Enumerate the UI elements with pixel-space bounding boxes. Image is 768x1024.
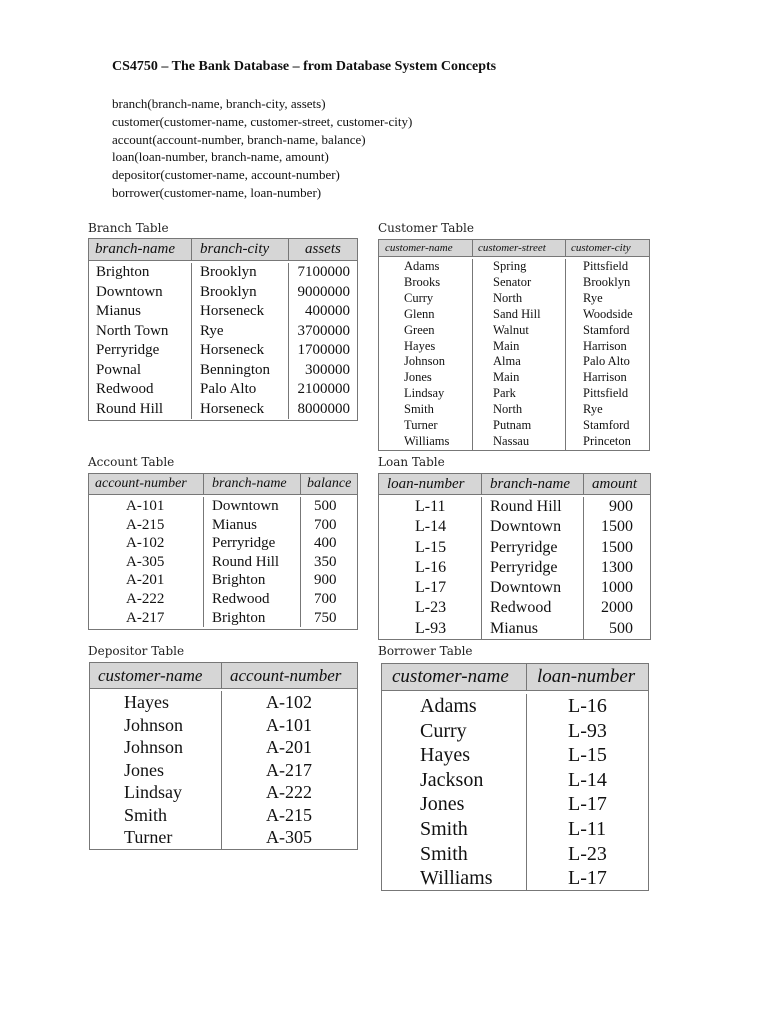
- table-cell: Rye: [200, 322, 224, 339]
- table-cell: Perryridge: [490, 538, 558, 556]
- table-cell: 8000000: [297, 400, 350, 417]
- table-cell: 900: [609, 498, 633, 515]
- table-cell: Mianus: [212, 516, 257, 533]
- loan-table-label: Loan Table: [378, 455, 445, 469]
- table-cell: 7100000: [297, 264, 350, 280]
- borrower-table-label: Borrower Table: [378, 644, 473, 658]
- table-cell: L-11: [568, 817, 607, 840]
- table-cell: Turner: [404, 418, 438, 433]
- table-cell: Senator: [493, 274, 532, 289]
- table-cell: 1300: [601, 558, 633, 576]
- column-branch-name: [481, 497, 583, 639]
- schema-depositor: depositor(customer-name, account-number): [112, 167, 340, 183]
- table-cell: Main: [493, 338, 520, 353]
- table-cell: 900: [314, 572, 337, 589]
- column-assets: [288, 263, 357, 419]
- table-cell: Smith: [124, 804, 168, 825]
- column-header: customer-name: [98, 665, 203, 685]
- table-cell: A-101: [266, 714, 312, 735]
- table-cell: 750: [314, 609, 337, 626]
- column-customer-street: [472, 259, 565, 450]
- schema-list: [112, 95, 412, 202]
- column-loan-number: [379, 497, 481, 639]
- table-cell: Adams: [404, 259, 440, 273]
- branch-table: [88, 238, 358, 421]
- table-cell: L-14: [415, 518, 447, 536]
- table-cell: Perryridge: [212, 535, 276, 552]
- table-cell: Perryridge: [490, 558, 558, 576]
- table-cell: Rye: [583, 290, 603, 305]
- account-table-label: Account Table: [88, 455, 175, 469]
- table-cell: Downtown: [490, 579, 562, 597]
- table-cell: A-222: [126, 590, 165, 607]
- table-cell: Curry: [404, 290, 434, 305]
- table-cell: Round Hill: [96, 400, 164, 417]
- table-cell: Round Hill: [212, 553, 280, 570]
- table-cell: L-17: [568, 793, 607, 816]
- table-cell: Stamford: [583, 322, 630, 337]
- column-header: account-number: [95, 476, 187, 491]
- table-cell: A-102: [126, 535, 165, 552]
- table-cell: Brighton: [212, 609, 266, 626]
- table-header: [89, 474, 357, 495]
- table-cell: L-23: [568, 842, 607, 865]
- table-cell: Brighton: [212, 572, 266, 589]
- table-cell: Hayes: [420, 744, 470, 767]
- column-account-number: [221, 691, 357, 849]
- table-cell: Curry: [420, 719, 467, 742]
- table-cell: Pittsfield: [583, 259, 629, 273]
- table-cell: Pownal: [96, 361, 141, 378]
- table-cell: Stamford: [583, 418, 630, 433]
- table-cell: L-17: [415, 579, 447, 597]
- table-cell: A-201: [126, 572, 165, 589]
- table-cell: Green: [404, 322, 435, 337]
- table-cell: Brighton: [96, 264, 150, 280]
- table-cell: Jones: [420, 793, 465, 816]
- schema-loan: loan(loan-number, branch-name, amount): [112, 149, 329, 165]
- column-customer-name: [379, 259, 472, 450]
- table-cell: A-101: [126, 498, 165, 514]
- table-header: [379, 240, 649, 257]
- column-header: branch-name: [481, 474, 583, 494]
- column-customer-name: [90, 691, 221, 849]
- table-cell: Williams: [420, 867, 493, 890]
- depositor-table-label: Depositor Table: [88, 644, 185, 658]
- table-cell: Nassau: [493, 433, 530, 448]
- table-cell: Mianus: [490, 619, 538, 637]
- table-cell: L-14: [568, 768, 607, 791]
- table-header: [89, 239, 357, 261]
- table-cell: Palo Alto: [200, 381, 257, 397]
- table-cell: Palo Alto: [583, 354, 630, 369]
- table-cell: 700: [314, 516, 337, 533]
- column-header: customer-city: [565, 240, 649, 256]
- table-cell: Brooklyn: [200, 264, 257, 280]
- table-cell: L-15: [415, 538, 447, 556]
- table-cell: Jones: [404, 370, 432, 385]
- customer-table: [378, 239, 650, 451]
- table-cell: 500: [314, 498, 337, 514]
- table-cell: Bennington: [200, 361, 270, 378]
- schema-account: account(account-number, branch-name, balance): [112, 131, 366, 147]
- table-cell: Redwood: [96, 381, 154, 397]
- table-cell: North: [493, 290, 523, 305]
- table-cell: North: [493, 402, 523, 417]
- column-header: customer-name: [392, 666, 509, 687]
- table-cell: 700: [314, 590, 337, 607]
- column-loan-number: [526, 694, 648, 891]
- table-cell: Round Hill: [490, 498, 562, 515]
- table-cell: A-102: [266, 692, 312, 712]
- table-cell: Perryridge: [96, 342, 160, 358]
- table-cell: Hayes: [124, 692, 169, 712]
- table-cell: A-217: [266, 759, 312, 780]
- table-cell: Alma: [493, 354, 521, 369]
- table-cell: Jones: [124, 759, 164, 780]
- table-cell: Walnut: [493, 322, 529, 337]
- table-cell: A-215: [126, 516, 165, 533]
- table-cell: Princeton: [583, 433, 631, 448]
- schema-customer: customer(customer-name, customer-street, customer-city): [112, 113, 413, 129]
- column-branch-name: [203, 497, 300, 627]
- table-cell: Glenn: [404, 306, 435, 321]
- column-branch-city: [191, 263, 288, 419]
- table-cell: Downtown: [490, 518, 562, 536]
- table-header: [382, 664, 648, 691]
- schema-branch: branch(branch-name, branch-city, assets): [112, 96, 326, 111]
- column-amount: [583, 497, 650, 639]
- table-header: [90, 663, 357, 689]
- table-cell: Jackson: [420, 768, 484, 791]
- table-cell: A-222: [266, 782, 312, 802]
- table-cell: Main: [493, 370, 520, 385]
- table-cell: 300000: [305, 361, 350, 378]
- table-cell: Brooklyn: [200, 283, 257, 300]
- table-cell: Smith: [404, 402, 434, 417]
- column-customer-city: [565, 259, 649, 450]
- table-cell: L-11: [415, 498, 446, 515]
- table-cell: Johnson: [124, 737, 184, 757]
- table-cell: Downtown: [96, 283, 163, 300]
- column-customer-name: [382, 694, 526, 891]
- table-cell: Turner: [124, 827, 173, 847]
- table-cell: 500: [609, 619, 633, 637]
- table-cell: Harrison: [583, 370, 627, 385]
- column-header: customer-street: [472, 240, 565, 256]
- column-header: branch-city: [191, 239, 288, 260]
- table-cell: Johnson: [404, 354, 445, 369]
- table-cell: A-305: [126, 553, 165, 570]
- table-cell: North Town: [96, 322, 169, 339]
- table-cell: Lindsay: [124, 782, 182, 802]
- table-cell: Adams: [420, 695, 477, 717]
- table-cell: Horseneck: [200, 342, 265, 358]
- table-cell: Brooklyn: [583, 274, 631, 289]
- table-cell: A-201: [266, 737, 312, 757]
- table-cell: A-305: [266, 827, 312, 847]
- table-cell: L-17: [568, 867, 607, 890]
- table-cell: Woodside: [583, 306, 633, 321]
- table-cell: 1500: [601, 518, 633, 536]
- column-account-number: [89, 497, 203, 627]
- table-cell: Brooks: [404, 274, 441, 289]
- table-cell: A-217: [126, 609, 165, 626]
- table-cell: Horseneck: [200, 400, 265, 417]
- table-cell: Pittsfield: [583, 386, 629, 401]
- column-header: account-number: [221, 663, 357, 688]
- table-cell: 1000: [601, 579, 633, 597]
- table-cell: Hayes: [404, 338, 436, 353]
- column-header: customer-name: [385, 242, 453, 254]
- table-cell: Redwood: [212, 590, 270, 607]
- table-cell: Sand Hill: [493, 306, 541, 321]
- table-cell: A-215: [266, 804, 312, 825]
- table-cell: Rye: [583, 402, 603, 417]
- table-cell: Redwood: [490, 599, 552, 617]
- account-table: [88, 473, 358, 630]
- borrower-table: [381, 663, 649, 891]
- table-cell: Williams: [404, 433, 450, 448]
- depositor-table: [89, 662, 358, 850]
- branch-table-label: Branch Table: [88, 221, 169, 235]
- table-header: [379, 474, 650, 495]
- table-cell: L-93: [568, 719, 607, 742]
- table-cell: Horseneck: [200, 303, 265, 319]
- column-header: branch-name: [95, 241, 175, 257]
- table-cell: 400000: [305, 303, 350, 319]
- table-cell: 350: [314, 553, 337, 570]
- loan-table: [378, 473, 651, 640]
- column-header: loan-number: [387, 475, 465, 492]
- table-cell: Lindsay: [404, 386, 445, 401]
- table-cell: Spring: [493, 259, 527, 273]
- document-title: CS4750 – The Bank Database – from Database System Concepts: [112, 59, 497, 74]
- table-cell: Johnson: [124, 714, 184, 735]
- table-cell: L-16: [415, 558, 447, 576]
- table-cell: 9000000: [297, 283, 350, 300]
- column-header: branch-name: [203, 474, 300, 494]
- column-header: amount: [583, 474, 650, 494]
- table-cell: Harrison: [583, 338, 627, 353]
- table-cell: Smith: [420, 817, 468, 840]
- table-cell: L-93: [415, 619, 447, 637]
- table-cell: L-23: [415, 599, 447, 617]
- table-cell: 400: [314, 535, 337, 552]
- table-cell: L-16: [568, 695, 607, 717]
- table-cell: 1700000: [297, 342, 350, 358]
- table-cell: 1500: [601, 538, 633, 556]
- column-branch-name: [89, 263, 191, 419]
- table-cell: Smith: [420, 842, 468, 865]
- customer-table-label: Customer Table: [378, 221, 474, 235]
- table-cell: L-15: [568, 744, 607, 767]
- column-header: loan-number: [526, 664, 648, 690]
- table-cell: Mianus: [96, 303, 141, 319]
- table-cell: 2000: [601, 599, 633, 617]
- table-cell: 2100000: [297, 381, 350, 397]
- column-header: assets: [288, 239, 357, 260]
- table-cell: Putnam: [493, 418, 532, 433]
- column-header: balance: [300, 474, 357, 494]
- column-balance: [300, 497, 357, 627]
- table-cell: Downtown: [212, 498, 279, 514]
- table-cell: Park: [493, 386, 516, 401]
- schema-borrower: borrower(customer-name, loan-number): [112, 184, 322, 200]
- table-cell: 3700000: [297, 322, 350, 339]
